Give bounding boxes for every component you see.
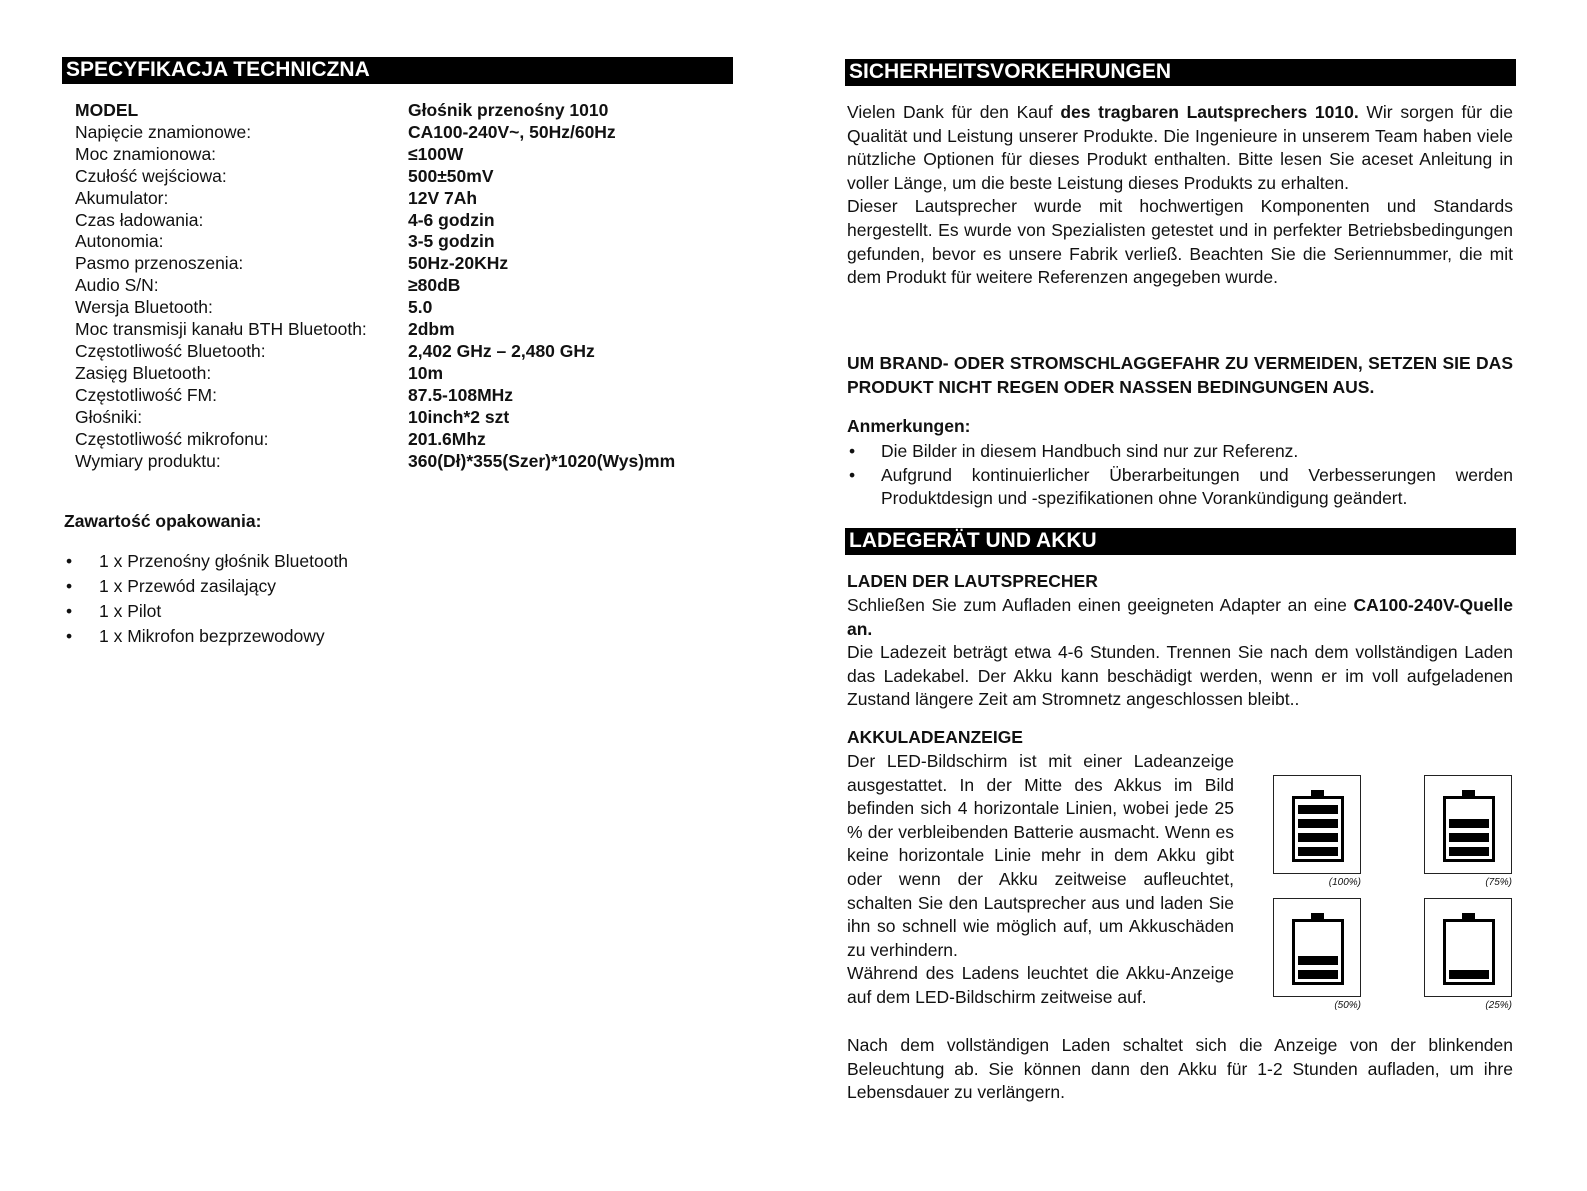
charge-text (847, 594, 1513, 712)
battery-bar (1298, 833, 1338, 842)
spec-row (75, 297, 675, 319)
spec-label: Częstotliwość mikrofonu: (75, 428, 269, 449)
intro-d: Dieser Lautsprecher wurde mit hochwertigen Komponenten und Standards hergestellt. Es wurde von Spezialisten getestet und in perfekter Betriebsbedingungen gefunden, bevor es unsere Fabrik verließ. Beachten Sie die Seriennummer, die mit dem Produkt für weitere Referenzen angegeben wurde. (847, 196, 1513, 288)
battery-bar (1449, 819, 1489, 828)
charge-b: CA100-240V-Quelle an. (847, 595, 1513, 639)
battery-body (1292, 796, 1344, 862)
spec-label: Wymiary produktu: (75, 450, 221, 471)
spec-row (75, 144, 675, 166)
spec-row (75, 429, 675, 451)
indicator-a: Der LED-Bildschirm ist mit einer Ladeanzeige ausgestattet. In der Mitte des Akkus im Bild befinden sich 4 horizontale Linien, wobei jede 25 % der verbleibenden Batterie ausmacht. Wenn es keine horizontale Linie mehr in dem Akku gibt oder wenn der Akku zeitweise aufleuchtet, schalten Sie den Lautsprecher aus und laden Sie ihn so schnell wie möglich auf, um Akkuschäden zu verhindern. (847, 751, 1234, 960)
spec-row (75, 275, 675, 297)
spec-label: Czas ładowania: (75, 209, 204, 230)
spec-label: Częstotliwość Bluetooth: (75, 340, 266, 361)
spec-value: 3-5 godzin (408, 231, 495, 252)
spec-row (75, 188, 675, 210)
notes-title: Anmerkungen: (847, 416, 971, 436)
intro-c: Wir sorgen für die Qualität und Leistung unserer Produkte. Die Ingenieure in unserem Team haben viele nützliche Optionen für dieses Produkt enthalten. Bitte lesen Sie aceset Anleitung in voller Länge, um die beste Leistung dieses Produkts zu erhalten. (847, 102, 1514, 193)
spec-row (75, 363, 675, 385)
spec-label: Pasmo przenoszenia: (75, 253, 244, 274)
spec-label: Czułość wejściowa: (75, 165, 227, 186)
spec-row (75, 451, 675, 473)
spec-label: Autonomia: (75, 231, 164, 252)
spec-value: 87.5-108MHz (408, 384, 514, 405)
indicator-b: Während des Ladens leuchtet die Akku-Anzeige auf dem LED-Bildschirm zeitweise auf. (847, 963, 1234, 1007)
spec-value: 5.0 (408, 297, 433, 318)
spec-row (75, 253, 675, 275)
intro-a: Vielen Dank für den Kauf (847, 102, 1061, 122)
battery-bar (1298, 956, 1338, 965)
battery-bar (1449, 847, 1489, 856)
spec-row (75, 100, 675, 122)
package-item: • 1 x Pilot (64, 599, 348, 624)
battery-bar (1298, 805, 1338, 814)
note-item: • Aufgrund kontinuierlicher Überarbeitungen und Verbesserungen werden Produktdesign und -spezifikationen ohne Vorankündigung geändert. (847, 464, 1513, 511)
battery-bar (1298, 970, 1338, 979)
spec-value: 2,402 GHz – 2,480 GHz (408, 340, 595, 361)
battery-percent-label: (75%) (1485, 877, 1512, 888)
intro-b: des tragbaren Lautsprechers 1010. (1060, 102, 1359, 122)
package-list (64, 549, 348, 649)
intro-text (847, 101, 1513, 290)
spec-value: 50Hz-20KHz (408, 253, 509, 274)
spec-table (75, 100, 675, 472)
spec-label: Częstotliwość FM: (75, 384, 217, 405)
battery-body (1443, 919, 1495, 985)
spec-label: Napięcie znamionowe: (75, 121, 252, 142)
charge-title: LADEN DER LAUTSPRECHER (847, 571, 1098, 591)
spec-value: 12V 7Ah (408, 187, 478, 208)
battery-level-icon (1424, 898, 1512, 997)
spec-value: 500±50mV (408, 165, 494, 186)
package-title: Zawartość opakowania: (64, 511, 262, 531)
spec-value: 10inch*2 szt (408, 406, 510, 427)
note-item: • Die Bilder in diesem Handbuch sind nur zur Referenz. (847, 440, 1513, 464)
spec-label: Wersja Bluetooth: (75, 297, 213, 318)
battery-level-icon (1273, 898, 1361, 997)
spec-value: 4-6 godzin (408, 209, 495, 230)
spec-value: 2dbm (408, 319, 455, 340)
spec-value: ≤100W (408, 143, 464, 164)
indicator-title: AKKULADEANZEIGE (847, 727, 1023, 747)
charge-c: Die Ladezeit beträgt etwa 4-6 Stunden. Trennen Sie nach dem vollständigen Laden das Ladekabel. Der Akku kann beschädigt werden, wenn er im voll aufgeladenen Zustand längere Zeit am Stromnetz angeschlossen bleibt.. (847, 642, 1513, 710)
spec-label: MODEL (75, 100, 139, 120)
spec-row (75, 231, 675, 253)
battery-percent-label: (100%) (1328, 877, 1361, 888)
spec-value: ≥80dB (408, 275, 461, 296)
battery-bar (1298, 819, 1338, 828)
spec-value: 360(Dł)*355(Szer)*1020(Wys)mm (408, 450, 676, 471)
charge-a: Schließen Sie zum Aufladen einen geeigneten Adapter an eine (847, 595, 1354, 615)
spec-label: Głośniki: (75, 406, 143, 427)
package-item: • 1 x Przewód zasilający (64, 574, 348, 599)
spec-value: 201.6Mhz (408, 428, 486, 449)
spec-label: Moc znamionowa: (75, 143, 217, 164)
spec-row (75, 210, 675, 232)
spec-label: Audio S/N: (75, 275, 159, 296)
spec-label: Akumulator: (75, 187, 169, 208)
section-header-safety: SICHERHEITSVORKEHRUNGEN (845, 59, 1516, 86)
battery-percent-label: (50%) (1334, 1000, 1361, 1011)
package-item: • 1 x Przenośny głośnik Bluetooth (64, 549, 348, 574)
section-header-spec: SPECYFIKACJA TECHNICZNA (62, 57, 733, 84)
package-item: • 1 x Mikrofon bezprzewodowy (64, 624, 348, 649)
battery-body (1443, 796, 1495, 862)
spec-row (75, 319, 675, 341)
spec-label: Moc transmisji kanału BTH Bluetooth: (75, 319, 367, 340)
spec-label: Zasięg Bluetooth: (75, 362, 212, 383)
indicator-text-2: Nach dem vollständigen Laden schaltet sich die Anzeige von der blinkenden Beleuchtung ab. Sie können dann den Akku für 1-2 Stunden aufladen, um ihre Lebensdauer zu verlängern. (847, 1035, 1513, 1103)
spec-row (75, 166, 675, 188)
spec-row (75, 122, 675, 144)
battery-bar (1449, 970, 1489, 979)
section-header-charger: LADEGERÄT UND AKKU (845, 528, 1516, 555)
indicator-text (847, 750, 1234, 1010)
battery-bar (1449, 833, 1489, 842)
notes-list (847, 440, 1513, 511)
battery-level-icon (1424, 775, 1512, 874)
spec-row (75, 341, 675, 363)
warning-text: UM BRAND- ODER STROMSCHLAGGEFAHR ZU VERMEIDEN, SETZEN SIE DAS PRODUKT NICHT REGEN ODER NASSEN BEDINGUNGEN AUS. (847, 353, 1513, 397)
battery-body (1292, 919, 1344, 985)
spec-row (75, 407, 675, 429)
spec-value: CA100-240V~, 50Hz/60Hz (408, 121, 616, 142)
spec-value: 10m (408, 362, 444, 383)
battery-bar (1298, 847, 1338, 856)
battery-level-icon (1273, 775, 1361, 874)
spec-row (75, 385, 675, 407)
battery-percent-label: (25%) (1485, 1000, 1512, 1011)
spec-value: Głośnik przenośny 1010 (408, 100, 609, 120)
